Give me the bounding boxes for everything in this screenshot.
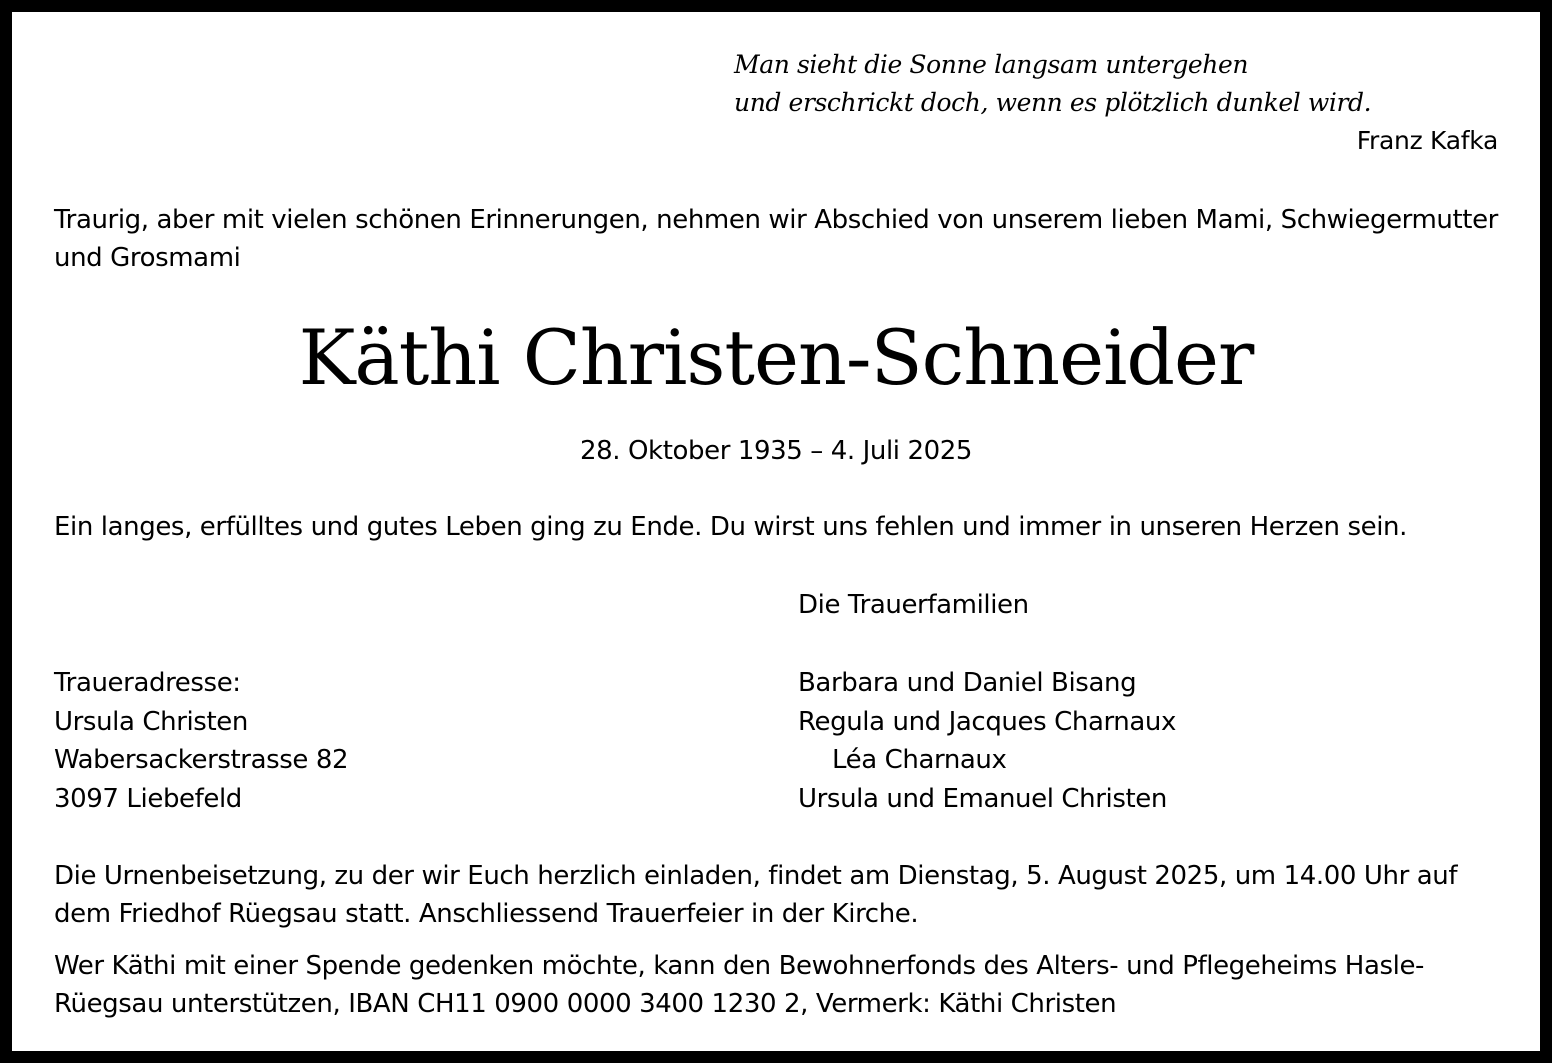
closing-text: Ein langes, erfülltes und gutes Leben ging zu Ende. Du wirst uns fehlen und immer in unseren Herzen sein. xyxy=(54,512,1407,542)
donation-line-2: Rüegsau unterstützen, IBAN CH11 0900 0000 3400 1230 2, Vermerk: Käthi Christen xyxy=(54,989,1117,1019)
address-name: Ursula Christen xyxy=(54,706,248,737)
family-member: Barbara und Daniel Bisang xyxy=(798,668,1137,698)
family-members xyxy=(798,664,1176,818)
family-member: Regula und Jacques Charnaux xyxy=(798,706,1176,737)
intro-line-2: und Grosmami xyxy=(54,243,241,273)
burial-notice xyxy=(54,857,1498,933)
family-member: Léa Charnaux xyxy=(832,745,1007,775)
life-dates: 28. Oktober 1935 – 4. Juli 2025 xyxy=(579,436,973,466)
address-street: Wabersackerstrasse 82 xyxy=(54,745,349,775)
burial-line-1: Die Urnenbeisetzung, zu der wir Euch herzlich einladen, findet am Dienstag, 5. August 2025, um 14.00 Uhr auf xyxy=(54,861,1458,891)
donation-line-1: Wer Käthi mit einer Spende gedenken möchte, kann den Bewohnerfonds des Alters- und Pflegeheims Hasle- xyxy=(54,951,1425,981)
quote-line-2: und erschrickt doch, wenn es plötzlich dunkel wird. xyxy=(734,88,1372,117)
address-label: Traueradresse: xyxy=(54,668,241,698)
quote-author: Franz Kafka xyxy=(1356,126,1498,155)
burial-line-2: dem Friedhof Rüegsau statt. Anschliessend Trauerfeier in der Kirche. xyxy=(54,899,919,929)
family-member: Ursula und Emanuel Christen xyxy=(798,783,1167,814)
address-city: 3097 Liebefeld xyxy=(54,783,242,814)
donation-notice xyxy=(54,947,1498,1023)
mourning-address xyxy=(54,664,348,818)
deceased-name: Käthi Christen-Schneider xyxy=(298,313,1254,402)
kafka-quote xyxy=(734,46,1371,122)
quote-line-1: Man sieht die Sonne langsam untergehen xyxy=(734,50,1249,79)
intro-line-1: Traurig, aber mit vielen schönen Erinnerungen, nehmen wir Abschied von unserem lieben Mami, Schwiegermutter xyxy=(54,205,1498,235)
families-title: Die Trauerfamilien xyxy=(798,590,1029,620)
intro-text xyxy=(54,201,1498,277)
